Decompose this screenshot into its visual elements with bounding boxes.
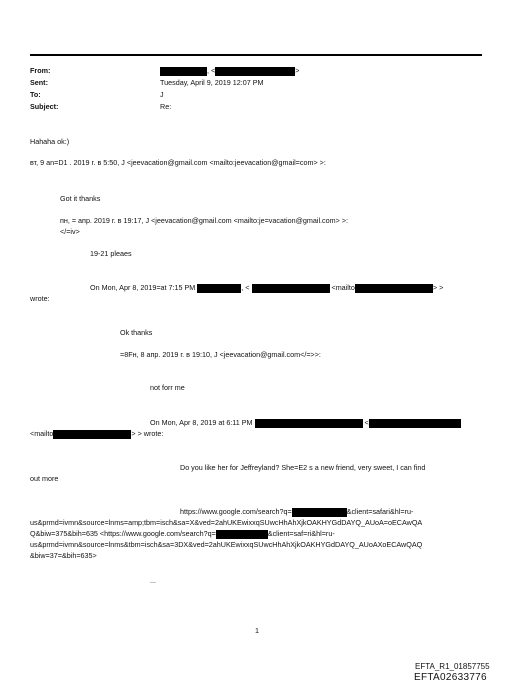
quote-header [90,283,443,293]
link-text: &client=safari&hl=ru- [346,507,414,516]
quote-header-text: <mailto [30,429,54,438]
from-gt: > [295,66,300,75]
redaction-block [255,419,363,428]
body-line: </=iv> [60,227,80,236]
quote-header: пн, = апр. 2019 г. в 19:17, J <jeevacation@gmail.com <mailto:je=vacation@gmail.com> >: [60,216,349,225]
body-line: Do you like her for Jeffreyland? She=E2 s a new friend, very sweet, I can find [180,463,426,472]
bates-number-2: EFTA02633776 [414,672,487,683]
subject-value: Re: [160,102,172,111]
link-line: us&prmd=ivmn&source=lnms&tbm=isch&sa=3DX&ved=2ahUKEwixxqSUwcHhAhXjkOAKHYGdDAYQ_AUoAXoECAwQAQ [30,540,423,549]
quote-header [30,429,163,439]
body-line: 19-21 pleaes [90,249,132,258]
header-rule [30,54,482,56]
body-line: not forr me [150,383,185,392]
from-value [160,66,299,76]
to-value: J [160,90,164,99]
redaction-block [252,284,330,293]
body-line: Hahaha ok:) [30,137,70,146]
body-line: wrote: [30,294,50,303]
redaction-block [216,530,268,539]
quote-header-text: > > wrote: [131,429,164,438]
redaction-block [53,430,131,439]
redaction-block [292,508,347,517]
redaction-block [215,67,295,76]
quote-header-text: > > [432,283,444,292]
redaction-block [160,67,207,76]
sent-value: Tuesday, April 9, 2019 12:07 PM [160,78,264,87]
quote-header-text: <mailto [331,283,355,292]
redaction-block [369,419,461,428]
quote-header-text: On Mon, Apr 8, 2019=at 7:15 PM [90,283,196,292]
quote-header: вт, 9 an=D1 . 2019 r. в 5:50, J <jeevacation@gmail.com <mailto:jeevacation@gmail=com> >: [30,158,326,167]
sent-label: Sent: [30,78,48,87]
body-line: Ok thanks [120,328,153,337]
link-text: Q&biw=375&bih=635 <https://www.google.com/search?q= [30,529,216,538]
quote-header [150,418,461,428]
link-text: https://www.google.com/search?q= [180,507,292,516]
link-line: us&prmd=ivmn&source=lnms=amp;tbm=isch&sa=X&ved=2ahUKEwixxqSUwcHhAhXjkOAKHYGdDAYQ_AUoA=oECAwQA [30,518,423,527]
link-line [30,529,335,539]
body-line: out more [30,474,59,483]
ellipsis: ... [150,576,156,585]
quote-header-text: < [364,418,369,427]
body-line: Got it thanks [60,194,101,203]
bates-number-1: EFTA_R1_01857755 [415,662,490,671]
link-text: &client=saf=ri&hl=ru- [267,529,335,538]
subject-label: Subject: [30,102,59,111]
quote-header-text: On Mon, Apr 8, 2019 at 6:11 PM [150,418,253,427]
link-line: &biw=37=&bih=635> [30,551,97,560]
redaction-block [355,284,433,293]
from-lt: , < [207,66,216,75]
redaction-block [197,284,241,293]
quote-header-text: , < [241,283,250,292]
link-line [180,507,413,517]
quote-header: =8Fн, 8 апр. 2019 г. в 19:10, J <jeevacation@gmail.com</=>>: [120,350,321,359]
page-number: 1 [255,626,259,635]
to-label: To: [30,90,41,99]
from-label: From: [30,66,51,75]
